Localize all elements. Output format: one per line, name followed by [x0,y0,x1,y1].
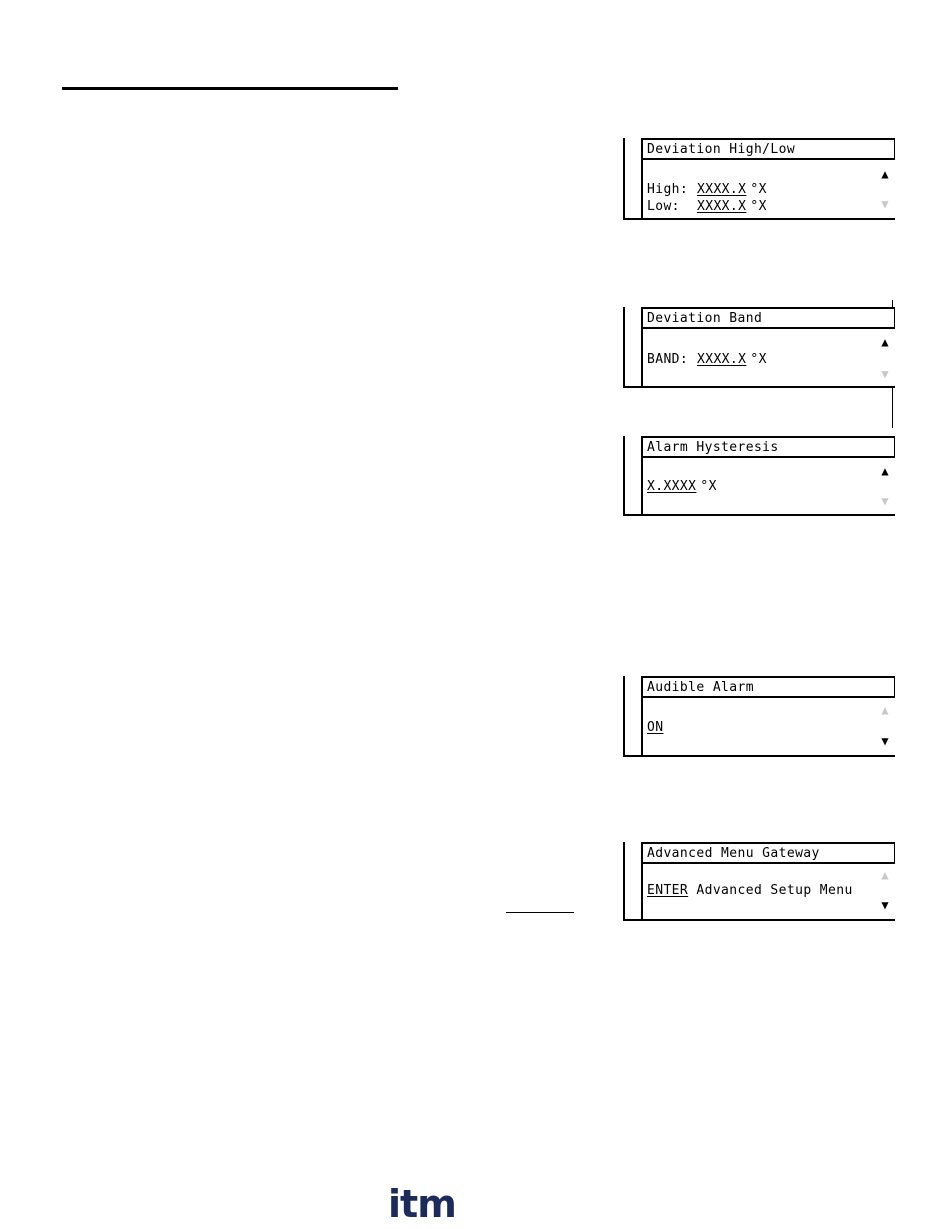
lcd-deviation-band [623,307,895,388]
itm-logo: itm [388,1182,456,1226]
low-label: Low: [647,199,680,214]
low-row [647,199,767,214]
high-label: High: [647,182,689,197]
lcd-title: Audible Alarm [643,676,895,698]
text-underline-mark [506,912,574,913]
audible-alarm-value[interactable]: ON [647,720,664,735]
lcd-deviation-high-low [623,138,895,220]
scroll-up-arrow-icon[interactable]: ▲ [881,464,889,478]
lcd-title: Deviation Band [643,307,895,329]
lcd-gutter [625,842,643,919]
section-header-rule [62,87,398,90]
advanced-setup-menu-text: Advanced Setup Menu [696,883,853,898]
lcd-gutter [625,138,643,218]
enter-option[interactable]: ENTER [647,883,689,898]
scroll-down-arrow-icon[interactable]: ▼ [881,197,889,211]
lcd-title: Advanced Menu Gateway [643,842,895,864]
audible-alarm-row [647,720,663,735]
scroll-up-arrow-icon[interactable]: ▲ [881,703,889,717]
band-row [647,352,767,367]
scroll-down-arrow-icon[interactable]: ▼ [881,734,889,748]
lcd-gutter [625,307,643,386]
band-value[interactable]: XXXX.X [697,352,747,367]
hysteresis-row [647,479,717,494]
scroll-up-arrow-icon[interactable]: ▲ [881,335,889,349]
lcd-gutter [625,436,643,514]
lcd-audible-alarm [623,676,895,757]
band-label: BAND: [647,352,689,367]
scroll-up-arrow-icon[interactable]: ▲ [881,868,889,882]
scroll-down-arrow-icon[interactable]: ▼ [881,898,889,912]
lcd-title: Alarm Hysteresis [643,436,895,458]
lcd-advanced-menu-gateway [623,842,895,921]
high-value[interactable]: XXXX.X [697,182,747,197]
lcd-title: Deviation High/Low [643,138,895,160]
high-unit: °X [750,182,767,197]
hysteresis-value[interactable]: X.XXXX [647,479,697,494]
lcd-alarm-hysteresis [623,436,895,516]
low-value[interactable]: XXXX.X [697,199,747,214]
scroll-down-arrow-icon[interactable]: ▼ [881,367,889,381]
advanced-menu-row [647,883,853,898]
low-unit: °X [750,199,767,214]
band-unit: °X [750,352,767,367]
scroll-up-arrow-icon[interactable]: ▲ [881,167,889,181]
lcd-gutter [625,676,643,755]
high-row [647,182,767,197]
scroll-down-arrow-icon[interactable]: ▼ [881,494,889,508]
hysteresis-unit: °X [700,479,717,494]
